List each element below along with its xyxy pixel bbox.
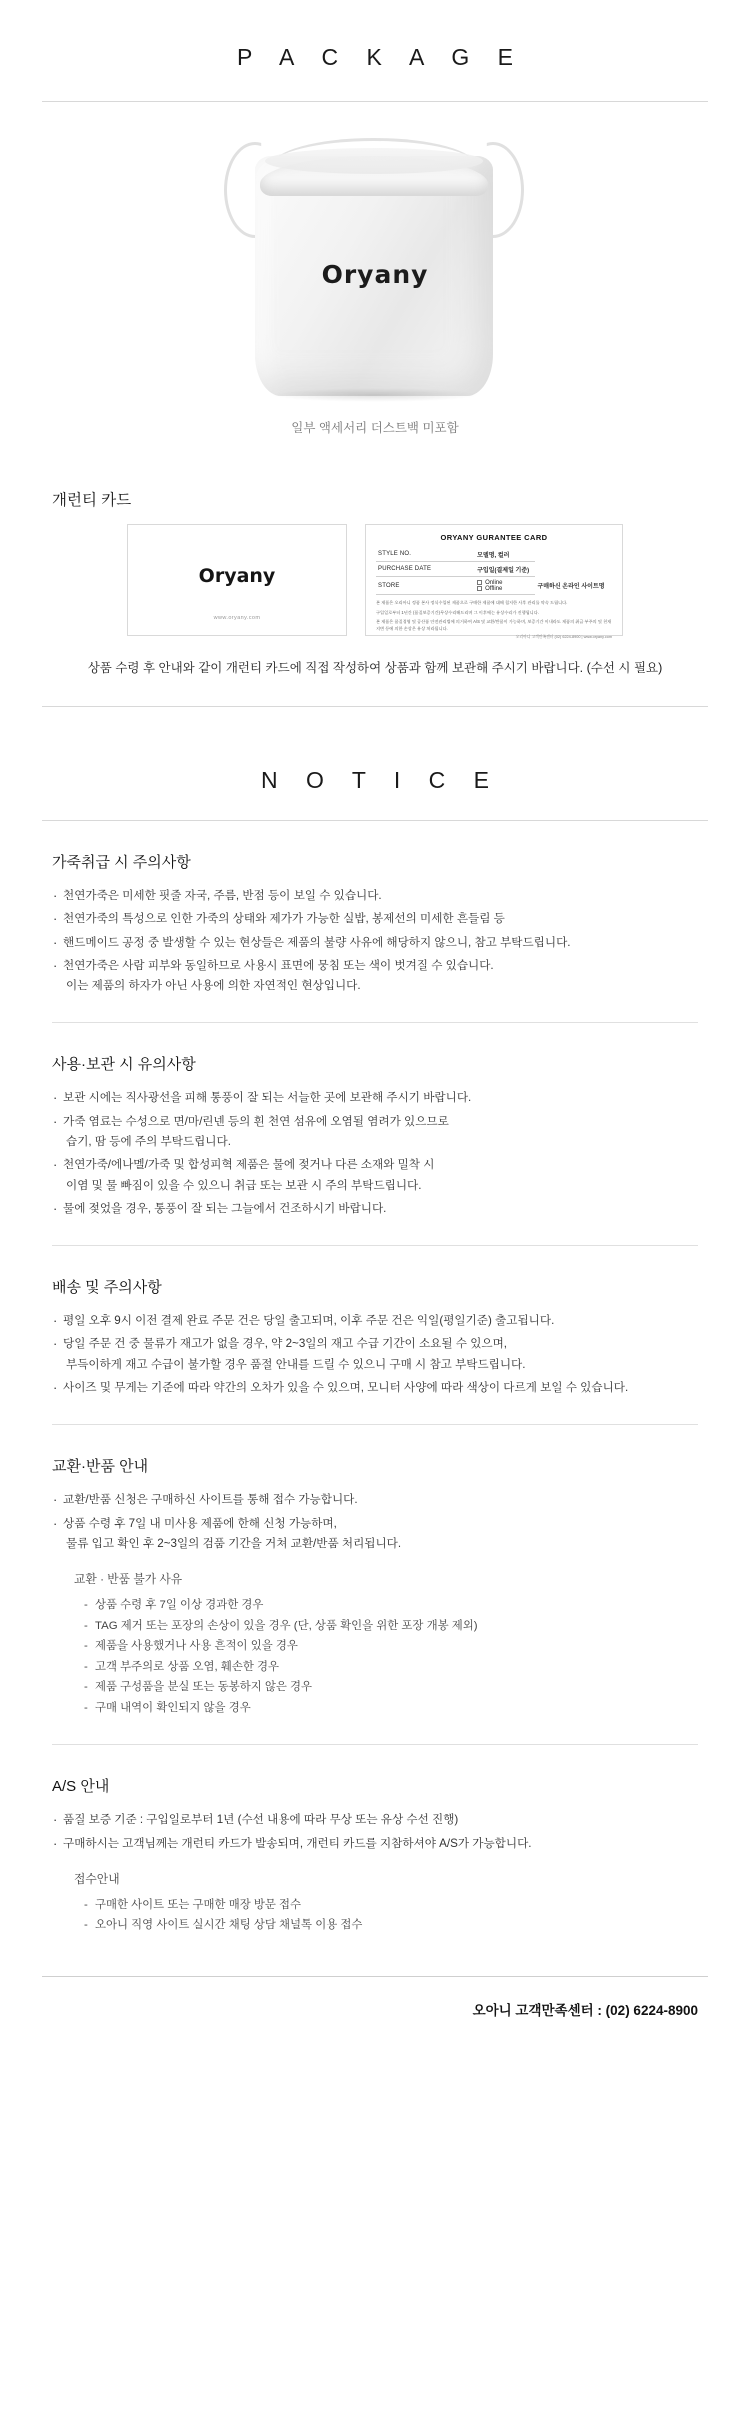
list-item-text: 천연가죽은 사람 피부와 동일하므로 사용시 표면에 뭉침 또는 색이 벗겨질 수 있습니다.	[63, 958, 494, 972]
list-item: - TAG 제거 또는 포장의 손상이 있을 경우 (단, 상품 확인을 위한 포장 개봉 제외)	[84, 1616, 698, 1637]
list-item	[52, 1088, 698, 1108]
notice-subgroup	[74, 1570, 698, 1718]
divider-between-sections	[52, 1424, 698, 1425]
footer-contact: 오아니 고객만족센터 : (02) 6224-8900	[472, 2002, 698, 2018]
list-item-text: 구매하시는 고객님께는 개런티 카드가 발송되며, 개런티 카드를 지참하셔야 A/S가 가능합니다.	[63, 1836, 532, 1850]
guarantee-card-front	[127, 524, 347, 636]
notice-list	[52, 1490, 698, 1554]
list-item-text: 천연가죽/에나멜/가죽 및 합성피혁 제품은 물에 젖거나 다른 소재와 밀착 시	[63, 1158, 435, 1172]
list-item	[52, 1199, 698, 1219]
list-item-text: 천연가죽은 미세한 핏줄 자국, 주름, 반점 등이 보일 수 있습니다.	[63, 889, 382, 902]
notice-section	[0, 851, 750, 996]
table-row	[376, 547, 612, 562]
list-item-text: 품질 보증 기준 : 구입일로부터 1년 (수선 내용에 따라 무상 또는 유상 수선 진행)	[63, 1813, 459, 1827]
purchase-date-value: 구입일(결제일 기준)	[475, 562, 535, 577]
list-item-subtext: 이염 및 물 빠짐이 있을 수 있으니 취급 또는 보관 시 주의 부탁드립니다.	[66, 1178, 422, 1192]
store-online-label: Online	[485, 579, 503, 586]
notice-subgroup-heading: 접수안내	[74, 1871, 120, 1886]
list-item-text: 사이즈 및 무게는 기준에 따라 약간의 오차가 있을 수 있으며, 모니터 사양에 따라 색상이 다르게 보일 수 있습니다.	[63, 1380, 629, 1394]
bag-caption: 일부 액세서리 더스트백 미포함	[291, 421, 459, 435]
list-item	[52, 1311, 698, 1331]
table-row	[376, 577, 612, 595]
divider-under-package-title	[42, 101, 708, 102]
list-item	[52, 933, 698, 953]
store-value-red: 구매하신 온라인 사이트명	[537, 584, 605, 590]
store-label: STORE	[376, 577, 475, 595]
notice-section-heading: 가죽취급 시 주의사항	[52, 854, 191, 871]
notice-subgroup	[74, 1870, 698, 1936]
notice-sections	[0, 851, 750, 1936]
guarantee-card-heading: 개런티 카드	[52, 492, 132, 509]
guarantee-note-3: 본 제품은 품질경영 및 공산품 안전관리법에 의거하여 A/S 및 교환/반품이 가능하며, 보증기간 이내라도 제품의 취급 부주의 및 천재지변 등에 의한 손상은 유상 처리됩니다.	[376, 619, 612, 631]
divider-between-sections	[52, 1245, 698, 1246]
style-no-label: STYLE NO.	[376, 547, 475, 562]
list-item-subtext: 이는 제품의 하자가 아닌 사용에 의한 자연적인 현상입니다.	[66, 979, 361, 993]
list-item-text: 천연가죽의 특성으로 인한 가죽의 상태와 제가가 가능한 실밥, 봉제선의 미세한 흔들림 등	[63, 912, 505, 926]
list-item	[52, 1378, 698, 1398]
notice-subgroup-list	[74, 1895, 698, 1936]
list-item	[52, 1810, 698, 1830]
card-front-logo: Oryany	[198, 565, 276, 587]
list-item	[52, 909, 698, 929]
notice-section	[0, 1775, 750, 1936]
list-item: - 구매한 사이트 또는 구매한 매장 방문 접수	[84, 1895, 698, 1916]
list-item: - 오아니 직영 사이트 실시간 채팅 상담 채널톡 이용 접수	[84, 1915, 698, 1936]
notice-list	[52, 886, 698, 996]
purchase-date-label: PURCHASE DATE	[376, 562, 475, 577]
list-item-subtext: 습기, 땀 등에 주의 부탁드립니다.	[66, 1134, 231, 1148]
card-front-url: www.oryany.com	[213, 615, 261, 621]
guarantee-card-back	[365, 524, 623, 639]
list-item: - 구매 내역이 확인되지 않을 경우	[84, 1698, 698, 1719]
list-item	[52, 886, 698, 906]
list-item-subtext: 물류 입고 확인 후 2~3일의 검품 기간을 거쳐 교환/반품 처리됩니다.	[66, 1536, 402, 1550]
divider-between-sections	[52, 1744, 698, 1745]
style-no-value: 모델명, 컬러	[475, 547, 535, 562]
list-item	[52, 1514, 698, 1555]
list-item-text: 당일 주문 건 중 물류가 재고가 없을 경우, 약 2~3일의 재고 수급 기간이 소요될 수 있으며,	[63, 1337, 508, 1351]
guarantee-card-notes	[376, 600, 612, 632]
list-item: - 상품 수령 후 7일 이상 경과한 경우	[84, 1595, 698, 1616]
guarantee-card-table	[376, 547, 612, 595]
list-item-text: 핸드메이드 공정 중 발생할 수 있는 현상들은 제품의 불량 사유에 해당하지 않으니, 참고 부탁드립니다.	[63, 935, 571, 949]
list-item	[52, 1834, 698, 1854]
notice-section-heading: 교환·반품 안내	[52, 1458, 149, 1476]
package-bag-image	[0, 112, 750, 404]
list-item	[52, 956, 698, 997]
bag-logo: Oryany	[321, 260, 429, 289]
guarantee-card-title: ORYANY GURANTEE CARD	[440, 533, 548, 542]
list-item-text: 보관 시에는 직사광선을 피해 통풍이 잘 되는 서늘한 곳에 보관해 주시기 바랍니다.	[63, 1091, 472, 1105]
list-item-subtext: 부득이하게 재고 수급이 불가할 경우 품절 안내를 드릴 수 있으니 구매 시 참고 부탁드립니다.	[66, 1357, 526, 1371]
notice-section	[0, 1276, 750, 1398]
bag-fold	[265, 148, 483, 174]
list-item: - 고객 부주의로 상품 오염, 훼손한 경우	[84, 1657, 698, 1678]
list-item-text: 교환/반품 신청은 구매하신 사이트를 통해 접수 가능합니다.	[63, 1493, 358, 1507]
list-item: - 제품을 사용했거나 사용 흔적이 있을 경우	[84, 1636, 698, 1657]
list-item-text: 상품 수령 후 7일 내 미사용 제품에 한해 신청 가능하며,	[63, 1516, 337, 1530]
list-item	[52, 1155, 698, 1196]
list-item	[52, 1490, 698, 1510]
list-item	[52, 1112, 698, 1153]
store-offline-label: Offline	[485, 585, 503, 592]
checkbox-icon[interactable]	[477, 586, 482, 591]
notice-section	[0, 1053, 750, 1219]
notice-section-heading: A/S 안내	[52, 1778, 110, 1796]
notice-list	[52, 1311, 698, 1398]
list-item-text: 평일 오후 9시 이전 결제 완료 주문 건은 당일 출고되며, 이후 주문 건은 익일(평일기준) 출고됩니다.	[63, 1314, 555, 1328]
notice-subgroup-list	[74, 1595, 698, 1718]
guarantee-card-footer: 오리아니 고객만족센터 (02) 6224-8900 | www.oryany.com	[515, 635, 612, 639]
bag-shadow	[270, 388, 480, 402]
guarantee-card-caption: 상품 수령 후 안내와 같이 개런티 카드에 직접 작성하여 상품과 함께 보관해 주시기 바랍니다. (수선 시 필요)	[87, 661, 663, 675]
notice-list	[52, 1088, 698, 1219]
guarantee-note-1: 본 제품은 오리아니 정품 본사 정식수입된 제품으로 구매한 제품에 대해 철저한 사후 관리를 약속 드립니다.	[376, 600, 568, 605]
list-item-text: 물에 젖었을 경우, 통풍이 잘 되는 그늘에서 건조하시기 바랍니다.	[63, 1201, 387, 1215]
checkbox-icon[interactable]	[477, 580, 482, 585]
table-row	[376, 562, 612, 577]
package-title: P A C K A G E	[236, 44, 525, 70]
store-value-cell	[475, 577, 535, 595]
guarantee-card-images	[0, 524, 750, 639]
notice-subgroup-heading: 교환 · 반품 불가 사유	[74, 1572, 183, 1587]
store-offline-option	[477, 586, 533, 592]
guarantee-note-2: 구입일로부터 1년간 (품질보증기간)무상수리해드리며 그 이후에는 유상수리가 진행됩니다.	[376, 609, 539, 615]
list-item-text: 가죽 염료는 수성으로 면/마/린넨 등의 흰 천연 섬유에 오염될 염려가 있으므로	[63, 1114, 449, 1128]
notice-section-heading: 배송 및 주의사항	[52, 1279, 162, 1297]
list-item: - 제품 구성품을 분실 또는 동봉하지 않은 경우	[84, 1677, 698, 1698]
notice-section	[0, 1455, 750, 1718]
divider-under-notice-title	[42, 820, 708, 821]
divider-between-sections	[52, 1022, 698, 1023]
notice-title: N O T I C E	[260, 767, 500, 793]
list-item	[52, 1334, 698, 1375]
notice-list	[52, 1810, 698, 1854]
notice-section-heading: 사용·보관 시 유의사항	[52, 1056, 196, 1074]
